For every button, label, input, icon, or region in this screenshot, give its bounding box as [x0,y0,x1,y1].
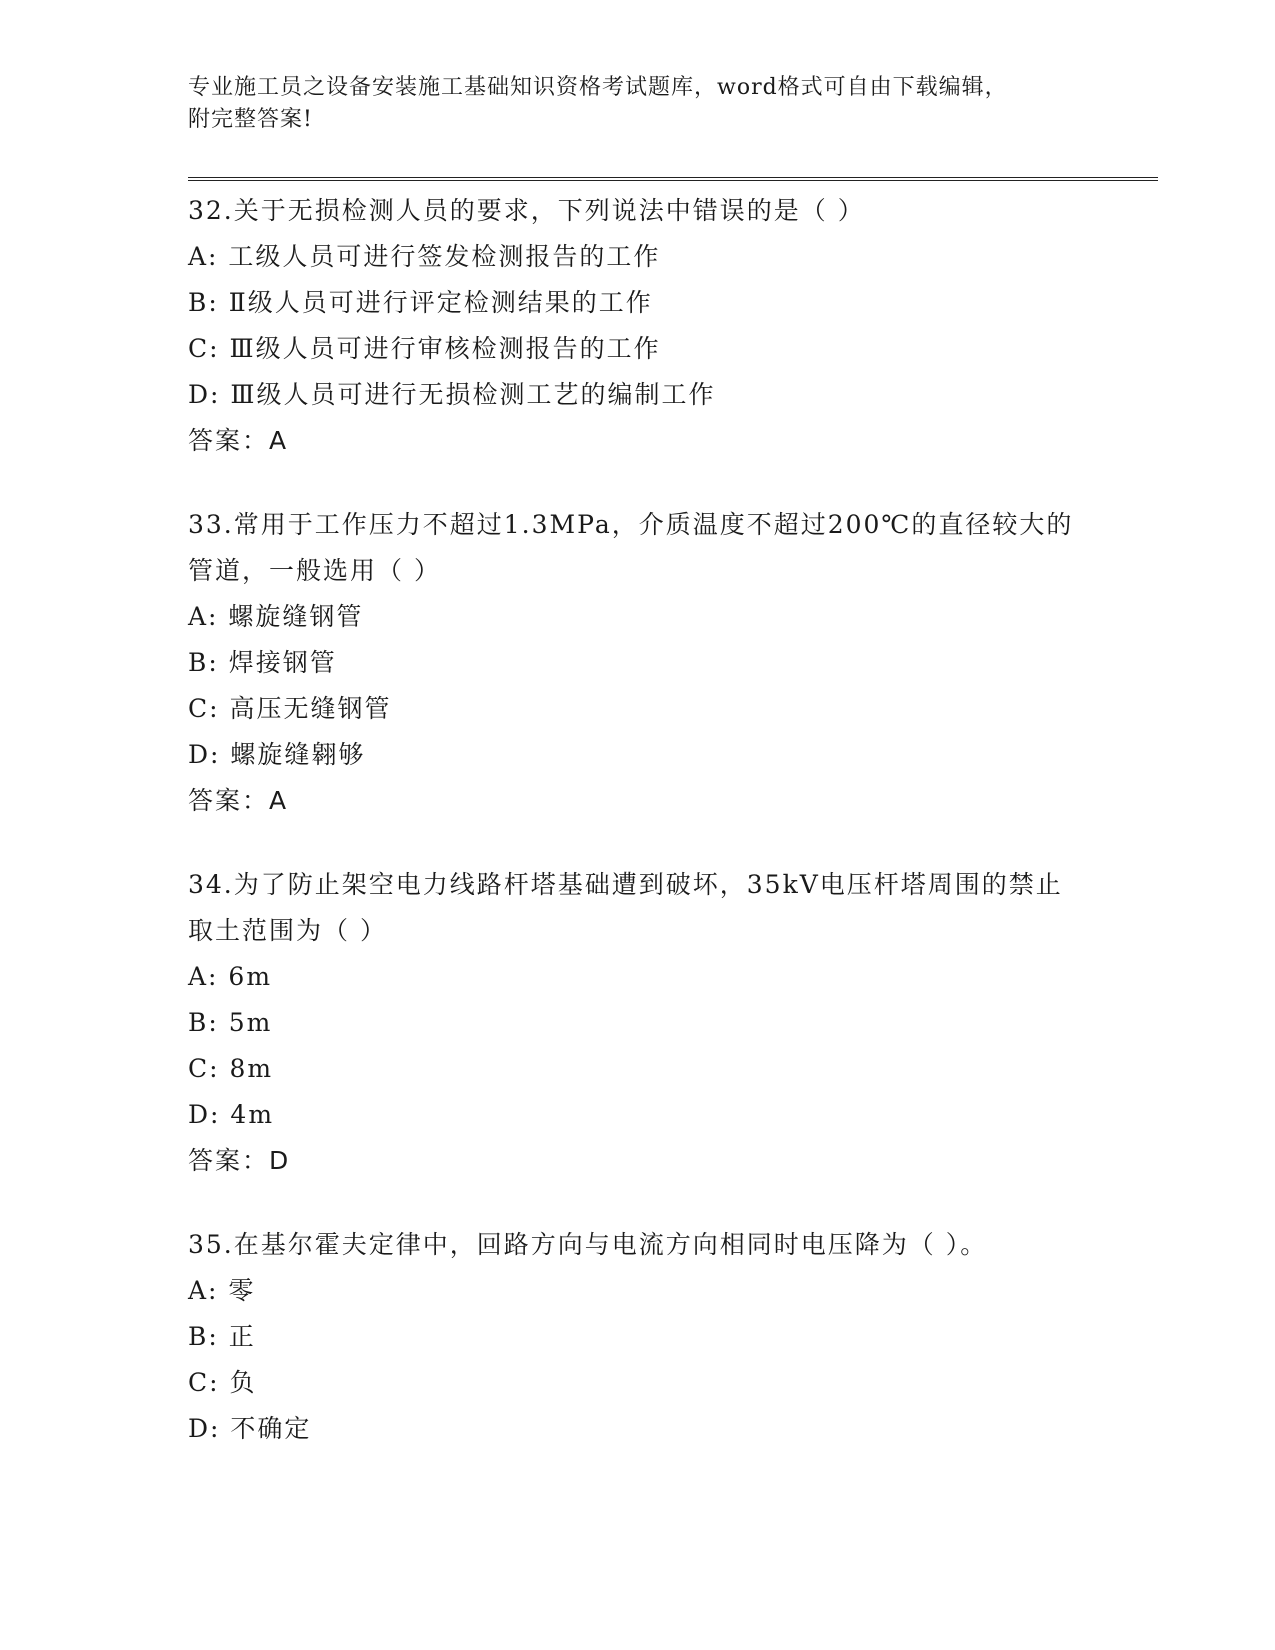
question-33 [188,502,1088,824]
option-a: A: 螺旋缝钢管 [188,602,364,631]
option-d: D: 4m [188,1100,275,1129]
option-a: A: 零 [188,1276,256,1305]
answer-line: 答案：D [188,1146,291,1175]
option-b: B: 5m [188,1008,273,1037]
answer-line: 答案：A [188,426,289,455]
option-d: D: Ⅲ级人员可进行无损检测工艺的编制工作 [188,380,716,409]
option-a: A: 工级人员可进行签发检测报告的工作 [188,242,661,271]
option-c: C: 高压无缝钢管 [188,694,392,723]
question-stem: 34.为了防止架空电力线路杆塔基础遭到破坏，35kV电压杆塔周围的禁止取土范围为（ ） [188,870,1063,945]
question-35 [188,1222,1088,1452]
header-line-1: 专业施工员之设备安装施工基础知识资格考试题库，word格式可自由下载编辑， [188,75,1008,100]
option-b: B: 焊接钢管 [188,648,337,677]
option-b: B: Ⅱ级人员可进行评定检测结果的工作 [188,288,653,317]
option-c: C: 8m [188,1054,274,1083]
option-d: D: 不确定 [188,1414,312,1443]
question-34 [188,862,1088,1184]
answer-line: 答案：A [188,786,289,815]
option-b: B: 正 [188,1322,256,1351]
question-32 [188,188,1088,464]
document-header [188,72,1088,136]
header-line-2: 附完整答案! [188,107,313,132]
question-list [188,188,1088,1490]
header-divider [188,177,1158,181]
question-stem: 33.常用于工作压力不超过1.3MPa，介质温度不超过200℃的直径较大的管道，一般选用（ ） [188,510,1074,585]
question-stem: 35.在基尔霍夫定律中，回路方向与电流方向相同时电压降为（ ）。 [188,1230,988,1259]
question-stem: 32.关于无损检测人员的要求，下列说法中错误的是（ ） [188,196,865,225]
option-c: C: Ⅲ级人员可进行审核检测报告的工作 [188,334,661,363]
option-c: C: 负 [188,1368,257,1397]
option-a: A: 6m [188,962,273,991]
option-d: D: 螺旋缝翱够 [188,740,366,769]
